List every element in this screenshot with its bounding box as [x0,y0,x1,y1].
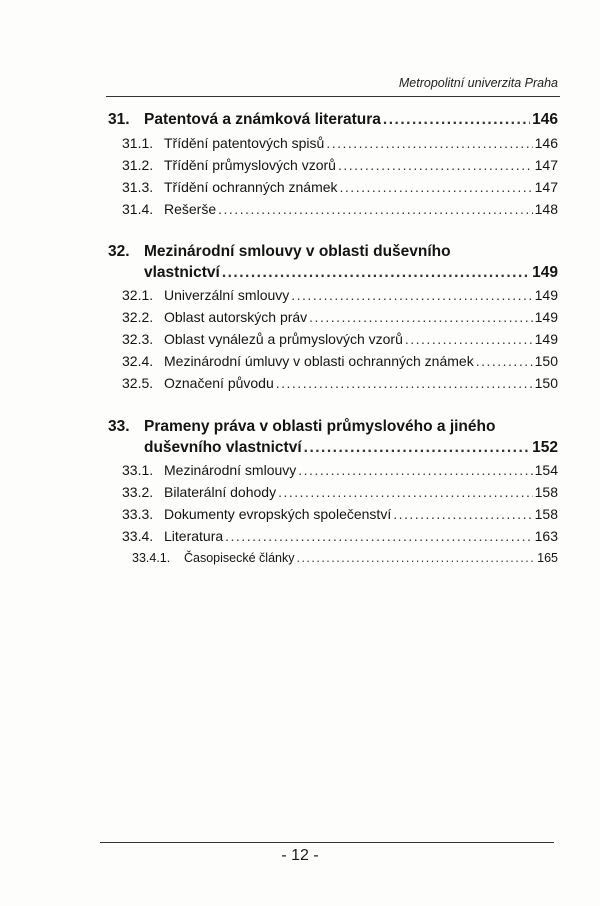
chapter-title: Mezinárodní smlouvy v oblasti duševního [144,243,451,260]
section-title: Mezinárodní smlouvy [164,462,297,478]
section-title: Třídění ochranných známek [164,179,338,195]
chapter-number: 31. [108,111,130,128]
leader-dots [222,262,530,284]
subsection-title: Časopisecké články [184,551,295,565]
leader-dots [326,132,532,154]
section-page: 149 [534,287,558,303]
section-number: 32.2. [122,309,154,325]
toc-entry [108,459,558,481]
section-page: 148 [534,201,558,217]
section-title: Oblast vynálezů a průmyslových vzorů [164,331,403,347]
chapter-heading-cont [108,437,558,459]
leader-dots [278,481,533,503]
toc-entry [108,176,558,198]
section-title: Oblast autorských práv [164,309,308,325]
section-page: 150 [534,375,558,391]
section-number: 32.1. [122,287,154,303]
running-header: Metropolitní univerzita Praha [398,76,558,90]
section-title: Třídění patentových spisů [164,135,325,151]
chapter-title: Patentová a známková literatura [144,111,381,128]
section-page: 158 [534,506,558,522]
toc-chapter-32 [108,242,558,394]
section-number: 33.3. [122,506,154,522]
toc-entry [108,328,558,350]
toc-entry [108,372,558,394]
section-title: Dokumenty evropských společenství [164,506,392,522]
leader-dots [225,525,532,547]
subsection-number: 33.4.1. [132,551,171,565]
section-title: Rešerše [164,201,217,217]
chapter-heading [108,108,558,132]
leader-dots [405,328,533,350]
section-title: Bilaterální dohody [164,484,277,500]
leader-dots [309,306,532,328]
chapter-heading-cont [108,262,558,284]
leader-dots [304,437,530,459]
chapter-heading [108,242,558,262]
leader-dots [338,154,533,176]
section-page: 146 [534,135,558,151]
chapter-page: 146 [532,111,558,128]
section-title: Mezinárodní úmluvy v oblasti ochranných známek [164,353,474,369]
chapter-title-cont: vlastnictví [144,264,220,281]
toc-chapter-33 [108,417,558,569]
toc-entry [108,306,558,328]
section-number: 32.5. [122,375,154,391]
section-number: 31.4. [122,201,154,217]
section-page: 150 [534,353,558,369]
section-page: 147 [534,157,558,173]
section-page: 158 [534,484,558,500]
section-number: 33.1. [122,462,154,478]
leader-dots [383,108,530,132]
header-rule [106,96,560,97]
toc-entry [108,503,558,525]
toc-entry [108,525,558,547]
section-page: 147 [534,179,558,195]
leader-dots [276,372,533,394]
leader-dots [393,503,532,525]
leader-dots [340,176,533,198]
chapter-number: 33. [108,418,130,435]
toc-entry [108,350,558,372]
section-number: 31.2. [122,157,154,173]
section-page: 163 [534,528,558,544]
chapter-heading [108,417,558,437]
section-number: 32.4. [122,353,154,369]
section-number: 33.2. [122,484,154,500]
section-title: Třídění průmyslových vzorů [164,157,336,173]
section-number: 33.4. [122,528,154,544]
section-title: Univerzální smlouvy [164,287,290,303]
toc-chapter-31 [108,108,558,220]
section-number: 31.3. [122,179,154,195]
section-title: Literatura [164,528,224,544]
section-page: 149 [534,309,558,325]
toc-entry [108,154,558,176]
subsection-page: 165 [537,551,558,565]
toc-entry [108,481,558,503]
toc-subentry [108,547,558,569]
leader-dots [291,284,532,306]
section-page: 154 [534,462,558,478]
section-title: Označení původu [164,375,274,391]
chapter-page: 152 [532,439,558,456]
toc-entry [108,132,558,154]
footer-rule [100,842,554,843]
chapter-title-cont: duševního vlastnictví [144,439,302,456]
chapter-title: Prameny práva v oblasti průmyslového a jiného [144,418,496,435]
toc-entry [108,284,558,306]
toc-entry [108,198,558,220]
chapter-page: 149 [532,264,558,281]
section-page: 149 [534,331,558,347]
section-number: 32.3. [122,331,154,347]
section-number: 31.1. [122,135,154,151]
leader-dots [298,459,532,481]
page-number: - 12 - [281,847,319,864]
chapter-number: 32. [108,243,130,260]
leader-dots [296,547,535,569]
leader-dots [476,350,533,372]
leader-dots [218,198,533,220]
